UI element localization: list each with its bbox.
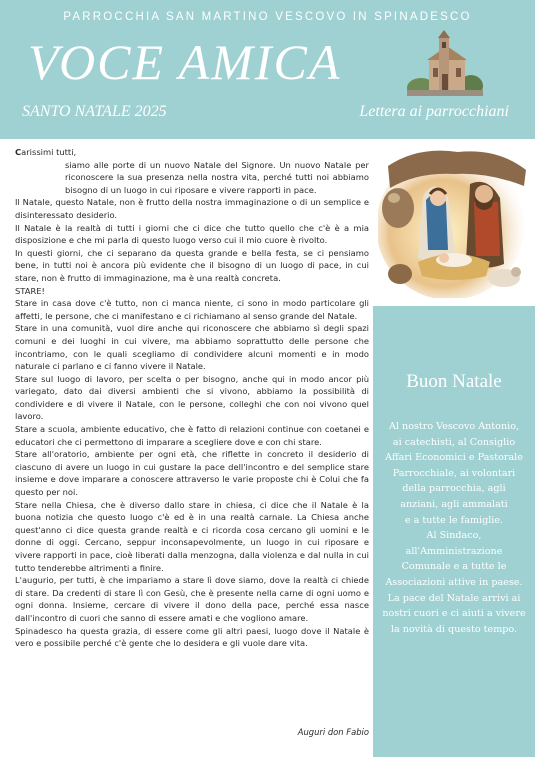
letter-body xyxy=(15,146,369,650)
greetings-line: la novità di questo tempo. xyxy=(390,623,518,635)
greeting-text: arissimi tutti, xyxy=(21,147,77,157)
letter-paragraph: Il Natale è la realtà di tutti i giorni che ci dice che tutto quello che c'è è a mia disposizione e che mi parla di questo luogo verso cui il mio cuore è rivolto. xyxy=(15,222,369,246)
letter-paragraph: Stare in casa dove c'è tutto, non ci manca niente, ci sono in modo particolare gli affetti, le persone, che ci manifestano e ci richiamano al senso grande del Natale. xyxy=(15,298,369,321)
letter-paragraph: Stare all'oratorio, ambiente per ogni età, che riflette in concreto il desiderio di ciascuno di avere un luogo in cui gustare la pace dell'incontro e del semplice stare insieme e dove imparare a conoscere attraverso le varie proposte chi è Colui che fa questo per noi. xyxy=(15,449,369,498)
letter-paragraph: Stare a scuola, ambiente educativo, che è fatto di relazioni continue con coetanei e educatori che ci permettono di imparare a scegliere dove e con chi stare. xyxy=(15,424,369,447)
nativity-scene-icon xyxy=(378,146,530,298)
letter-paragraph: siamo alle porte di un nuovo Natale del Signore. Un nuovo Natale per riconoscere la sua presenza nella nostra vita, perché tutti noi abbiamo bisogno di un luogo in cui riposare e vivere rapporti in pace. xyxy=(65,159,369,195)
letter-paragraph: Stare in una comunità, vuol dire anche qui riconoscere che abbiamo sì degli spazi comuni e dei luoghi in cui vivere, ma abbiamo soprattutto delle persone che incontriamo, con le quali scegliamo di condividere alcuni momenti e in modo naturale ci parlano e ci fanno vivere il Natale. xyxy=(15,323,369,372)
signature: Auguri don Fabio xyxy=(297,727,369,737)
greetings-line: Al nostro Vescovo Antonio, xyxy=(388,421,520,432)
greetings-line: all'Amministrazione xyxy=(405,545,503,557)
greetings-line: della parrocchia, agli xyxy=(402,483,506,495)
parish-name: PARROCCHIA SAN MARTINO VESCOVO IN SPINADESCO xyxy=(63,11,472,23)
greetings-line: Affari Economici e Pastorale xyxy=(385,452,523,464)
greetings-text xyxy=(379,419,529,637)
letter-paragraph: L'augurio, per tutti, è che impariamo a stare lì dove siamo, dove la realtà ci chiede di stare. Da credenti di stare lì con Gesù, che è presente nella carne di ogni uomo e ogni donna. Insieme, cercare di vivere il dono della pace, perché essa nasce dall'incontro di cuori che sanno di essere amati e che vogliono amare. xyxy=(15,575,369,623)
header-banner xyxy=(0,0,535,139)
letter-paragraph: Il Natale, questo Natale, non è frutto della nostra immaginazione o di un semplice e disinteressato desiderio. xyxy=(15,197,369,220)
church-icon xyxy=(407,30,483,96)
letter-paragraph: In questi giorni, che ci separano da questa grande e bella festa, se ci pensiamo bene, in tutti noi è ancora più evidente che il bisogno di un luogo di pace, in cui stare, non è frutto di immaginazione, ma è una realtà concreta. xyxy=(15,247,369,283)
greetings-line: Associazioni attive in paese. xyxy=(385,576,523,588)
greetings-title: Buon Natale xyxy=(406,371,502,392)
greetings-line: Parrocchiale, ai volontari xyxy=(392,467,516,479)
greetings-line: Comunale e a tutte le xyxy=(401,561,507,573)
letter-paragraph: STARE! xyxy=(15,285,45,296)
letter-label: Lettera ai parrocchiani xyxy=(359,103,509,120)
greeting-initial: C xyxy=(15,147,22,157)
greetings-line: anziani, agli ammalati xyxy=(400,498,508,510)
newsletter-title: VOCE AMICA xyxy=(28,34,342,90)
letter-greeting xyxy=(15,146,369,159)
letter-paragraph: Spinadesco ha questa grazia, di essere come gli altri paesi, luogo dove il Natale è vero e possibile perché c'è gente che lo desidera e gli vuole dare vita. xyxy=(15,625,369,649)
greetings-line: e a tutte le famiglie. xyxy=(404,514,504,526)
greetings-line: Al Sindaco, xyxy=(426,530,482,542)
greetings-panel xyxy=(373,306,535,757)
greetings-line: La pace del Natale arrivi ai xyxy=(387,592,521,604)
letter-paragraph: Stare nella Chiesa, che è diverso dallo stare in chiesa, ci dice che il Natale è la buona notizia che questo luogo c'è ed è in una realtà carnale. La Chiesa anche quest'anno ci dice questa grande realtà e ci ricorda cosa cercano gli uomini e le donne di oggi. Cercano, seppur inconsapevolmente, un luogo in cui riposare e vivere rapporti in pace, cioè liberati dalla menzogna, dalla violenza e dal nulla in cui tutto tenderebbe altrimenti a finire. xyxy=(15,499,369,573)
greetings-line: nostri cuori e ci aiuti a vivere xyxy=(382,608,526,620)
edition-label: SANTO NATALE 2025 xyxy=(22,103,167,120)
greetings-line: ai catechisti, al Consiglio xyxy=(392,436,516,448)
letter-paragraph: Stare sul luogo di lavoro, per scelta o per bisogno, anche qui in modo ancor più variegato, dato dai diversi ambienti che si vivono, abbiamo la possibilità di condividere e di vivere il Natale, con le persone, colleghi che con noi vivono quel lavoro. xyxy=(15,373,369,422)
